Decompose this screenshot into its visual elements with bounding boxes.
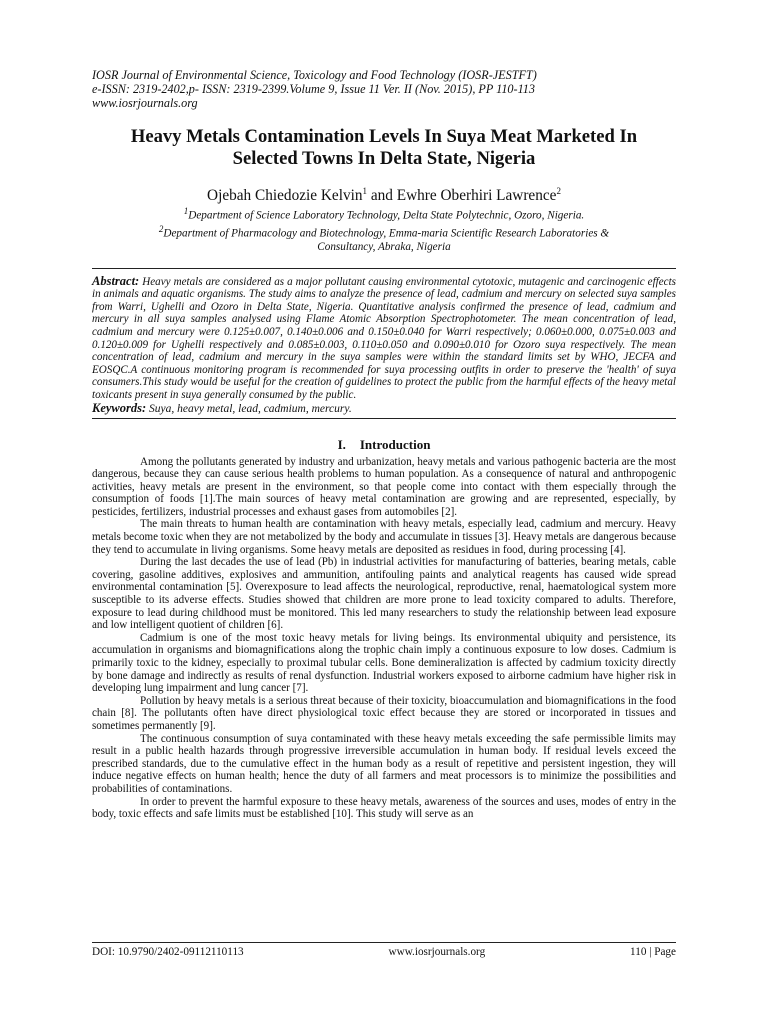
affiliation-2-sup: 2 — [158, 223, 164, 234]
title-line-1: Heavy Metals Contamination Levels In Suya Meat Marketed In — [130, 126, 638, 147]
section-body — [92, 456, 676, 821]
section-number: I. — [337, 436, 346, 452]
affiliation-1-sup: 1 — [183, 206, 189, 217]
author-1: Ojebah Chiedozie Kelvin — [207, 187, 363, 205]
paragraph: Pollution by heavy metals is a serious threat because of their toxicity, bioaccumulation and biomagnifications in the food chain [8]. The pollutants often have direct physiological toxic effect because they are stored or incorporated in tissues and sometimes permanently [9]. — [92, 694, 676, 732]
journal-header — [92, 68, 676, 110]
affiliation-2-continued — [92, 241, 676, 254]
title-line-2: Selected Towns In Delta State, Nigeria — [232, 148, 536, 169]
paragraph: In order to prevent the harmful exposure to these heavy metals, awareness of the sources and uses, modes of entry in the body, toxic effects and safe limits must be established [10]. This study will serve as an — [92, 795, 676, 821]
affiliation-2 — [92, 223, 676, 241]
paragraph: The continuous consumption of suya contaminated with these heavy metals exceeding the safe permissible limits may result in a public health hazards through progressive irreversible accumulation in human body. If residual levels exceed the prescribed standards, due to the cumulative effect in the human body as a result of repetitive and persistent ingestion, they will induce negative effects on human health; hence the duty of all farmers and meat processors is to minimize the possibilities and probabilities of contaminations. — [92, 732, 676, 795]
journal-issn: e-ISSN: 2319-2402,p- ISSN: 2319-2399.Volume 9, Issue 11 Ver. II (Nov. 2015), PP 110-113 — [92, 82, 535, 96]
footer-doi: DOI: 10.9790/2402-09112110113 — [92, 946, 244, 958]
footer-site: www.iosrjournals.org — [388, 946, 486, 958]
affiliation-2-text: Department of Pharmacology and Biotechnology, Emma-maria Scientific Research Laboratories & — [163, 227, 610, 240]
author-1-sup: 1 — [362, 186, 368, 196]
keywords-label: Keywords: — [92, 400, 147, 415]
paper-title — [92, 126, 676, 170]
abstract-text: Heavy metals are considered as a major pollutant causing environmental cytotoxic, mutagenic and carcinogenic effects in animals and aquatic organisms. The study aims to analyze the presence of lead, cadmium and mercury on selected suya samples from Warri, Ughelli and Ozoro in Delta State, Nigeria. Quantitative analysis confirmed the presence of lead, cadmium and mercury in all suya samples analysed using Flame Atomic Absorption Spectrophotometer. The mean concentration of lead, cadmium and mercury were 0.125±0.007, 0.140±0.006 and 0.150±0.040 for Warri respectively; 0.060±0.000, 0.075±0.003 and 0.120±0.009 for Ughelli respectively and 0.085±0.003, 0.110±0.050 and 0.090±0.010 for Ozoro suya respectively. The mean concentration of lead, cadmium and mercury in the suya samples were within the standard limits set by WHO, JECFA and EOSQC.A continuous monitoring program is recommended for suya processing outfits in order to preserve the 'health' of suya consumers.This study would be useful for the creation of guidelines to protect the public from the harmful effects of the heavy metal toxicants present in suya generally consumed by the public. — [92, 275, 676, 401]
affiliation-1-text: Department of Science Laboratory Technology, Delta State Polytechnic, Ozoro, Nigeria. — [188, 209, 585, 222]
section-heading — [92, 437, 676, 453]
authors — [92, 182, 676, 205]
author-connector: and — [367, 187, 397, 205]
paragraph: Among the pollutants generated by industry and urbanization, heavy metals and various pathogenic bacteria are the most dangerous, because they can cause serious health problems to human population. As a consequence of natural and anthropogenic activities, heavy metals are present in the environment, so that people come into contact with them especially through the consumption of foods [1].The main sources of heavy metal contamination are growing and are represented, especially, by pesticides, fertilizers, industrial processes and exhaust gases from automobiles [2]. — [92, 455, 676, 518]
section-title: Introduction — [359, 436, 431, 452]
affiliation-1 — [92, 205, 676, 223]
paragraph: During the last decades the use of lead (Pb) in industrial activities for manufacturing of batteries, bearing metals, cable covering, gasoline additives, explosives and ammunition, antifouling paints and analytical reagents has caused wide spread environmental contamination [5]. Overexposure to lead affects the neurological, reproductive, renal, haematological system more susceptible to its adverse effects. Studies showed that children are more prone to lead toxicity compared to adults. Therefore, exposure to lead during childhood must be monitored. This led many researchers to study the relationship between lead exposure and low intelligent quotient of children [6]. — [92, 556, 676, 632]
affiliation-3-text: Consultancy, Abraka, Nigeria — [317, 240, 451, 253]
abstract-label: Abstract: — [92, 273, 140, 288]
affiliations — [92, 205, 676, 253]
footer-page: 110 | Page — [630, 946, 676, 958]
journal-name: IOSR Journal of Environmental Science, Toxicology and Food Technology (IOSR-JESTFT) — [92, 68, 537, 82]
paragraph: Cadmium is one of the most toxic heavy metals for living beings. Its environmental ubiquity and persistence, its accumulation in organisms and biomagnifications along the trophic chain imply a continuous exposure to low doses. Cadmium is primarily toxic to the kidney, especially to proximal tubular cells. Bone demineralization is affected by cadmium toxicity directly by bone damage and indirectly as results of renal dysfunction. Industrial workers exposed to airborne cadmium have higher risk in developing lung impairment and lung cancer [7]. — [92, 631, 676, 695]
paragraph: The main threats to human health are contamination with heavy metals, especially lead, cadmium and mercury. Heavy metals become toxic when they are not metabolized by the body and accumulate in tissues [3]. Heavy metals are dangerous because they tend to accumulate in living organisms. Some heavy metals are deposited as residues in food, during processing [4]. — [92, 518, 676, 556]
keywords — [92, 402, 676, 419]
abstract-section — [92, 268, 676, 419]
author-2: Ewhre Oberhiri Lawrence — [396, 187, 557, 205]
journal-site: www.iosrjournals.org — [92, 96, 198, 110]
author-2-sup: 2 — [556, 186, 561, 196]
page-footer — [92, 942, 676, 958]
keywords-text: Suya, heavy metal, lead, cadmium, mercury. — [149, 402, 352, 415]
abstract — [92, 275, 676, 402]
